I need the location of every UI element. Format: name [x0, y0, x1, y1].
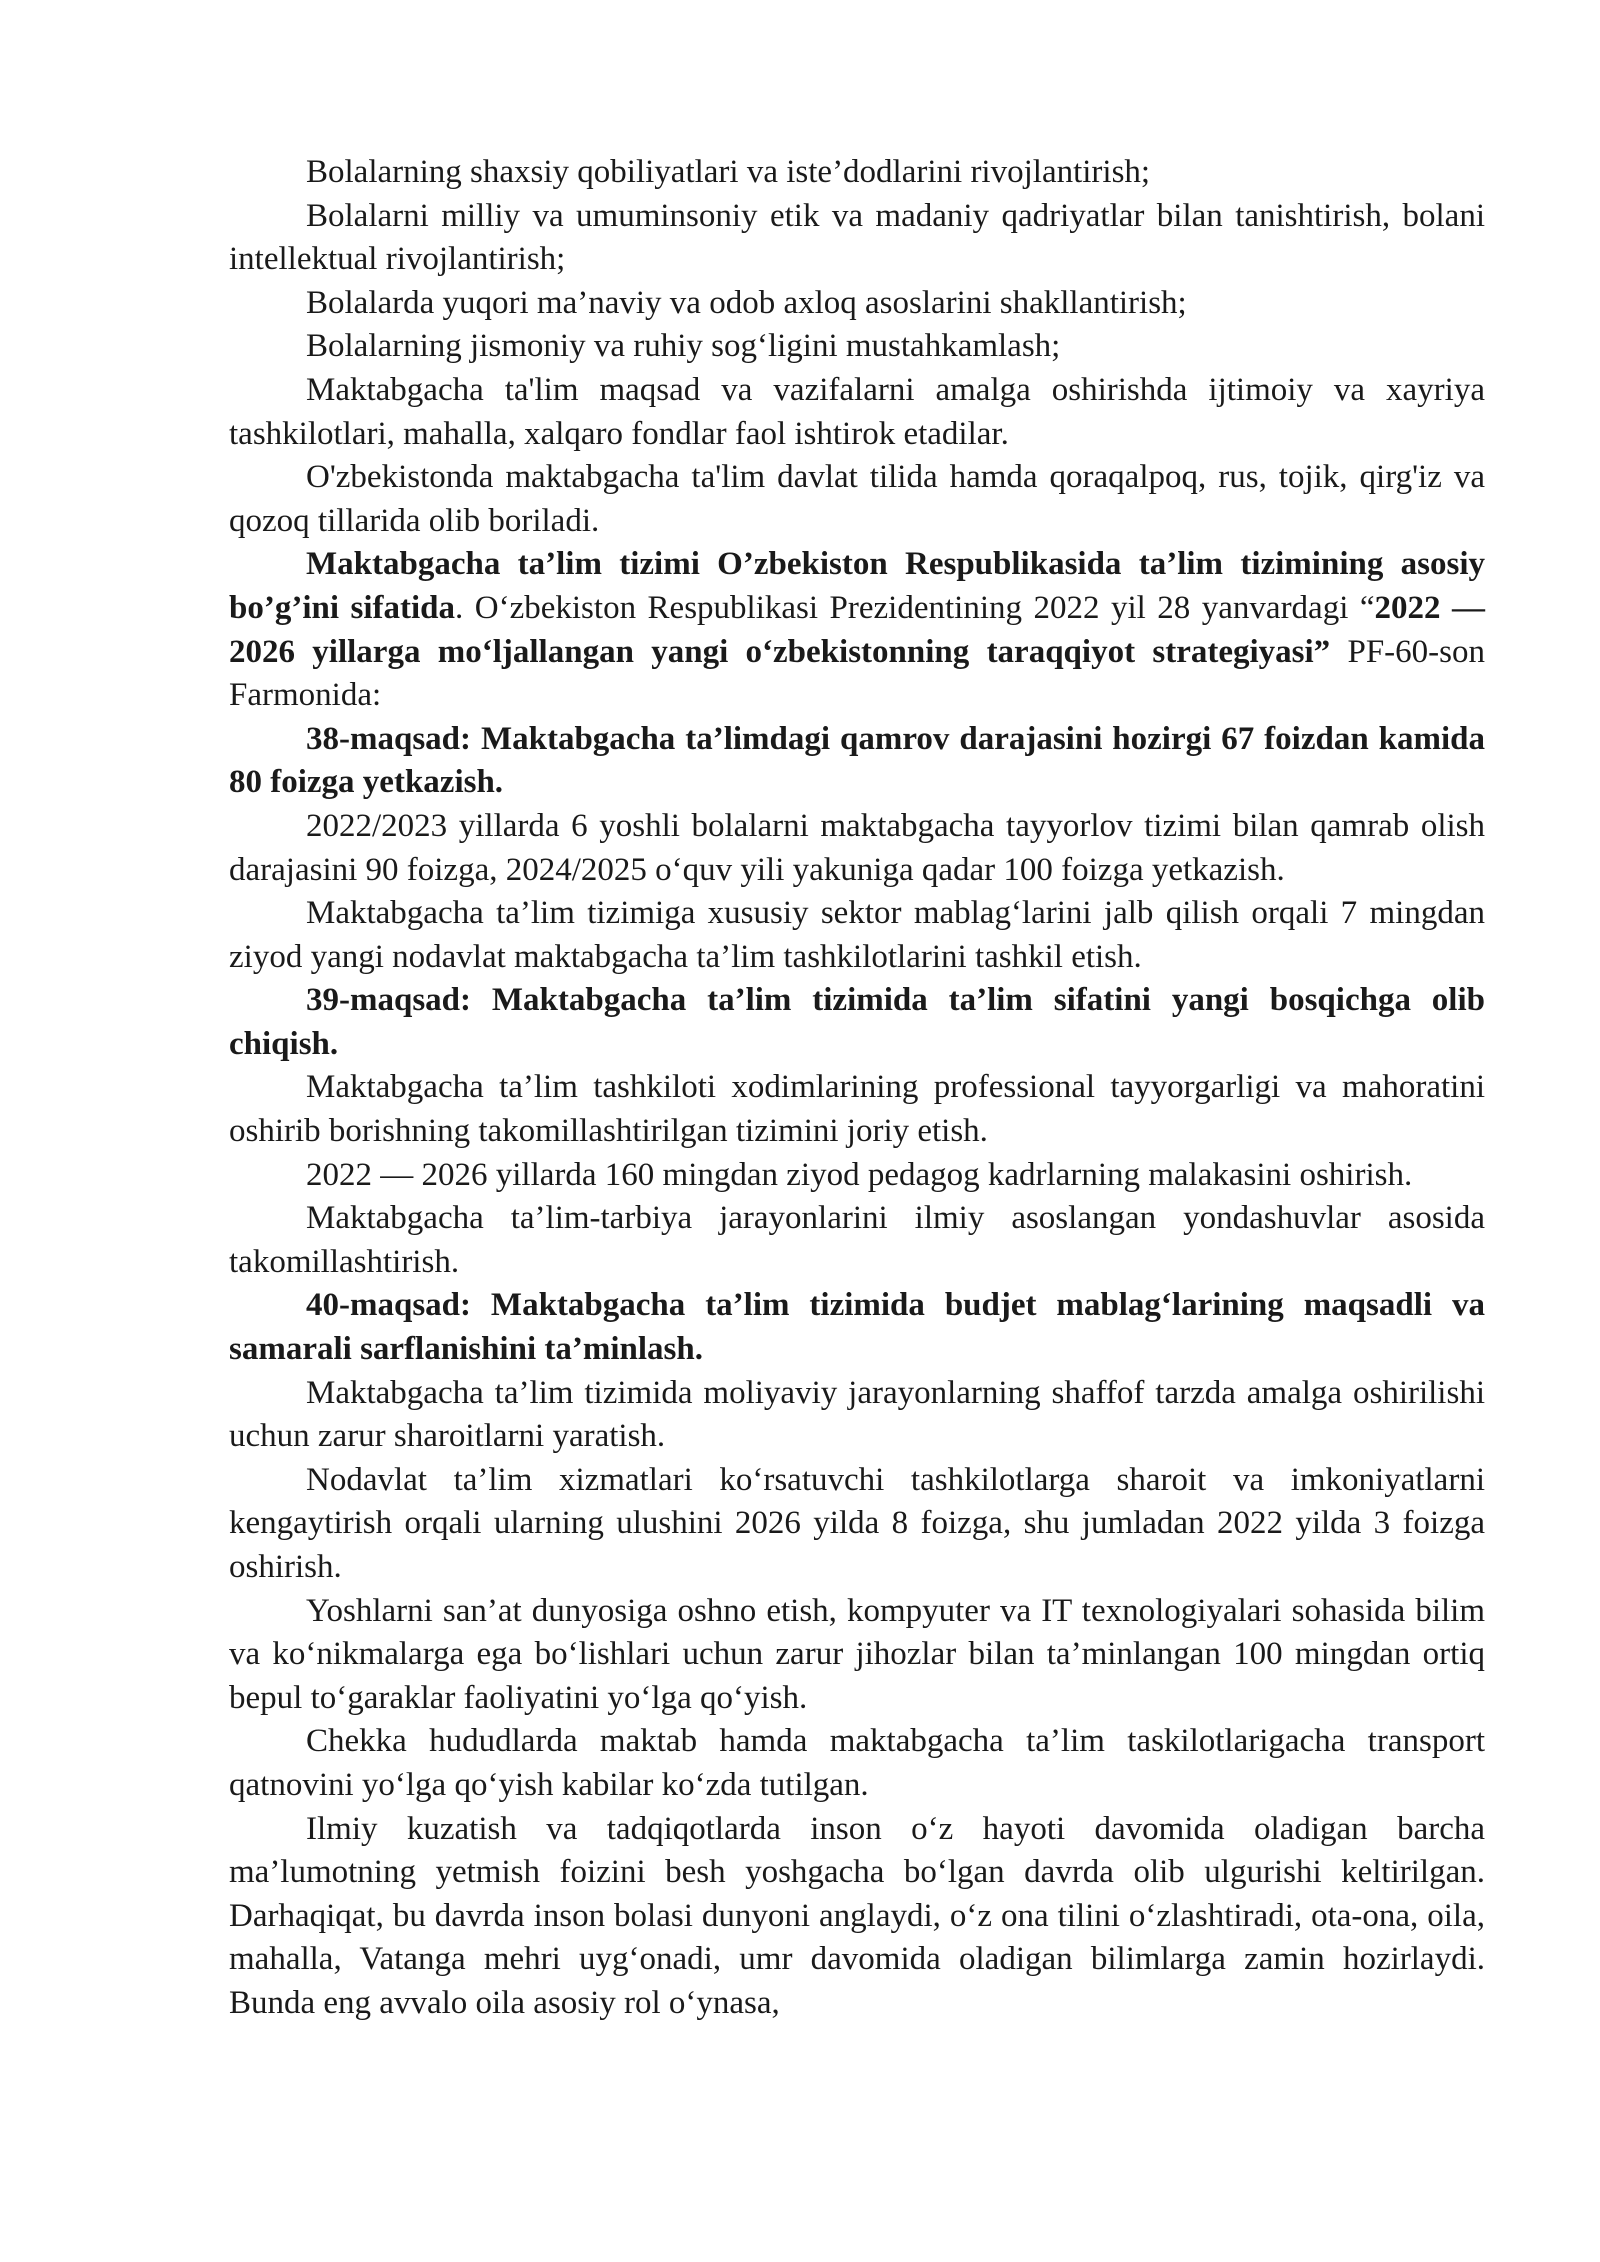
paragraph-17: Nodavlat ta’lim xizmatlari ko‘rsatuvchi tashkilotlarga sharoit va imkoniyatlarni kengaytirish orqali ularning ulushini 2026 yilda 8 foizga, shu jumladan 2022 yilda 3 foizga oshirish.: [229, 1461, 1485, 1585]
goal-38-text: 38-maqsad: Maktabgacha ta’limdagi qamrov darajasini hozirgi 67 foizdan kamida 80 foizga yetkazish.: [229, 720, 1485, 801]
document-page: [229, 151, 1485, 2026]
paragraph-3: Bolalarda yuqori ma’naviy va odob axloq asoslarini shakllantirish;: [306, 284, 1187, 321]
paragraph-10: Maktabgacha ta’lim tizimiga xususiy sektor mablag‘larini jalb qilish orqali 7 mingdan ziyod yangi nodavlat maktabgacha ta’lim tashkilotlarini tashkil etish.: [229, 895, 1485, 975]
paragraph-13: 2022 — 2026 yillarda 160 mingdan ziyod pedagog kadrlarning malakasini oshirish.: [306, 1156, 1413, 1193]
text-span: PF-60-son Farmonida:: [229, 633, 1485, 714]
paragraph-9: 2022/2023 yillarda 6 yoshli bolalarni maktabgacha tayyorlov tizimi bilan qamrab olish darajasini 90 foizga, 2024/2025 o‘quv yili yakuniga qadar 100 foizga yetkazish.: [229, 807, 1485, 888]
paragraph-12: Maktabgacha ta’lim tashkiloti xodimlarining professional tayyorgarligi va mahoratini oshirib borishning takomillashtirilgan tizimini joriy etish.: [229, 1069, 1485, 1150]
paragraph-16: Maktabgacha ta’lim tizimida moliyaviy jarayonlarning shaffof tarzda amalga oshirilishi uchun zarur sharoitlarni yaratish.: [229, 1374, 1485, 1455]
text-span: . O‘zbekiston Respublikasi Prezidentining 2022 yil 28 yanvardagi “: [455, 589, 1375, 626]
paragraph-6: O'zbekistonda maktabgacha ta'lim davlat tilida hamda qoraqalpoq, rus, tojik, qirg'iz va qozoq tillarida olib boriladi.: [229, 459, 1485, 539]
paragraph-5: Maktabgacha ta'lim maqsad va vazifalarni amalga oshirishda ijtimoiy va xayriya tashkilotlari, mahalla, xalqaro fondlar faol ishtirok etadilar.: [229, 371, 1485, 452]
paragraph-7-mixed: [229, 543, 1485, 717]
paragraph-1: Bolalarning shaxsiy qobiliyatlari va iste’dodlarini rivojlantirish;: [306, 154, 1151, 190]
paragraph-14: Maktabgacha ta’lim-tarbiya jarayonlarini ilmiy asoslangan yondashuvlar asosida takomillashtirish.: [229, 1200, 1485, 1280]
goal-39-text: 39-maqsad: Maktabgacha ta’lim tizimida ta’lim sifatini yangi bosqichga olib chiqish.: [229, 982, 1485, 1062]
goal-40-heading: [229, 1284, 1485, 1371]
goal-38-heading: [229, 718, 1485, 805]
paragraph-20: Ilmiy kuzatish va tadqiqotlarda inson o‘z hayoti davomida oladigan barcha ma’lumotning yetmish foizini besh yoshgacha bo‘lgan davrda olib ulgurishi keltirilgan. Darhaqiqat, bu davrda inson bolasi dunyoni anglaydi, o‘z ona tilini o‘zlashtiradi, ota-ona, oila, mahalla, Vatanga mehri uyg‘onadi, umr davomida oladigan bilimlarga zamin hozirlaydi. Bunda eng avvalo oila asosiy rol o‘ynasa,: [229, 1810, 1485, 2021]
paragraph-19: Chekka hududlarda maktab hamda maktabgacha ta’lim taskilotlarigacha transport qatnovini yo‘lga qo‘yish kabilar ko‘zda tutilgan.: [229, 1723, 1485, 1803]
goal-39-heading: [229, 979, 1485, 1066]
paragraph-2: Bolalarni milliy va umuminsoniy etik va madaniy qadriyatlar bilan tanishtirish, bolani intellektual rivojlantirish;: [229, 197, 1485, 278]
paragraph-4: Bolalarning jismoniy va ruhiy sog‘ligini mustahkamlash;: [306, 328, 1061, 365]
bold-heading-span: Maktabgacha ta’lim tizimi O’zbekiston Respublikasida ta’lim tizimining asosiy bo’g’ini sifatida: [229, 546, 1485, 626]
goal-40-text: 40-maqsad: Maktabgacha ta’lim tizimida budjet mablag‘larining maqsadli va samarali sarflanishini ta’minlash.: [229, 1287, 1485, 1368]
paragraph-18: Yoshlarni san’at dunyosiga oshno etish, kompyuter va IT texnologiyalari sohasida bilim va ko‘nikmalarga ega bo‘lishlari uchun zarur jihozlar bilan ta’minlangan 100 mingdan ortiq bepul to‘garaklar faoliyatini yo‘lga qo‘yish.: [229, 1592, 1485, 1716]
bold-strategy-title: 2022 — 2026 yillarga mo‘ljallangan yangi o‘zbekistonning taraqqiyot strategiyasi”: [229, 589, 1486, 670]
